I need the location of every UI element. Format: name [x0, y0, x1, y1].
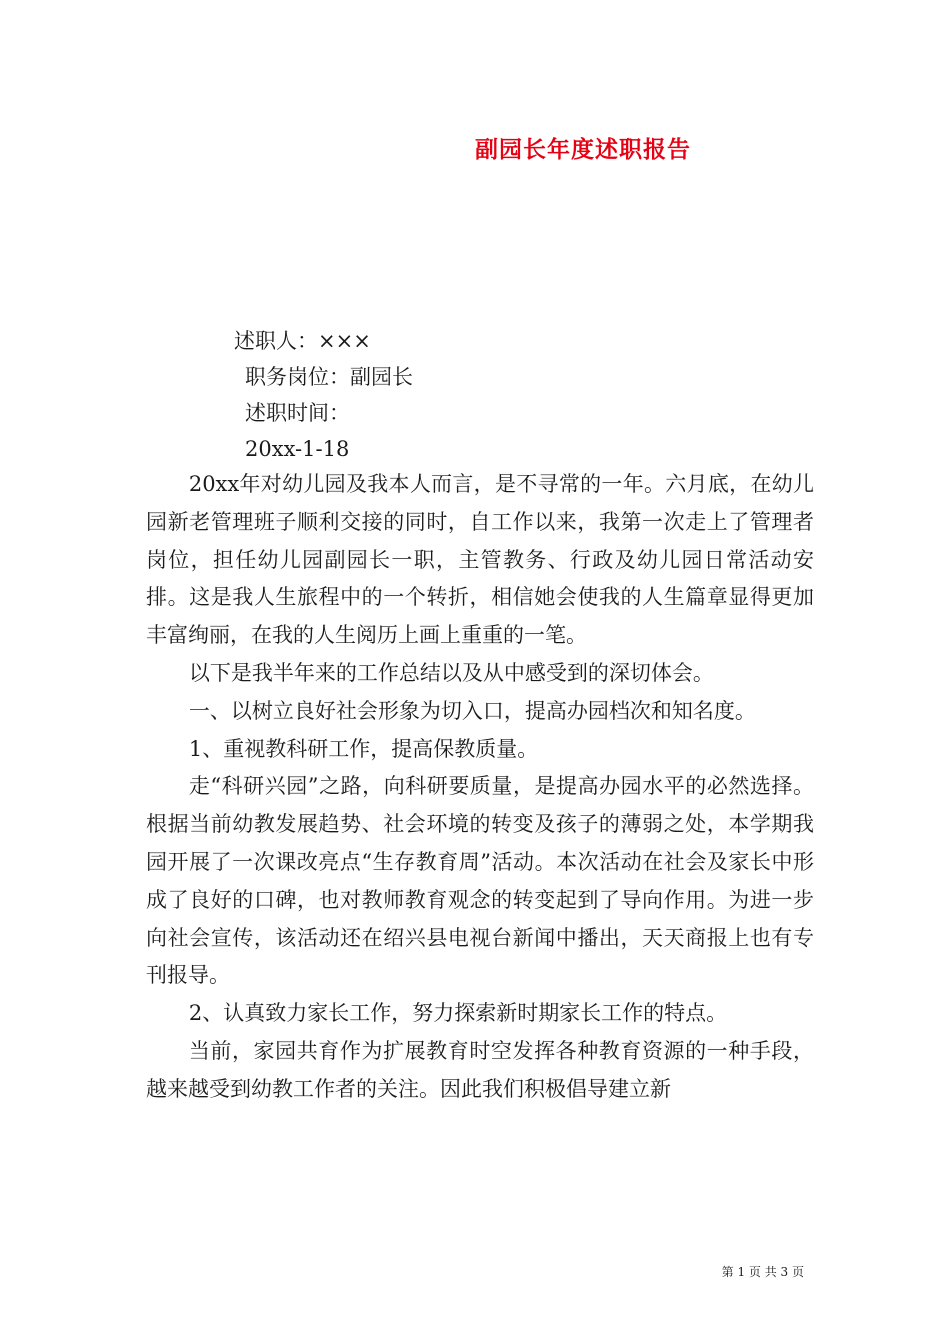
subsection-heading: 2、认真致力家长工作，努力探索新时期家长工作的特点。	[188, 1001, 728, 1026]
paragraph: 走“科研兴园”之路，向科研要质量，是提高办园水平的必然选择。根据当前幼教发展趋势、社会环境的转变及孩子的薄弱之处，本学期我园开展了一次课改亮点“生存教育周”活动。本次活动在社会及家长中形成了良好的口碑，也对教师教育观念的转变起到了导向作用。为进一步向社会宣传，该活动还在绍兴县电视台新闻中播出，天天商报上也有专刊报导。	[146, 774, 814, 988]
paragraph: 20xx年对幼儿园及我本人而言，是不寻常的一年。六月底，在幼儿园新老管理班子顺利交接的同时，自工作以来，我第一次走上了管理者岗位，担任幼儿园副园长一职，主管教务、行政及幼儿园日常活动安排。这是我人生旅程中的一个转折，相信她会使我的人生篇章显得更加丰富绚丽，在我的人生阅历上画上重重的一笔。	[146, 472, 814, 648]
section-heading: 一、以树立良好社会形象为切入口，提高办园档次和知名度。	[188, 698, 756, 723]
subsection-heading: 1、重视教科研工作，提高保教质量。	[188, 736, 539, 761]
position-line: 职务岗位：副园长	[245, 365, 413, 389]
page-footer: 第 1 页 共 3 页	[721, 1265, 804, 1279]
time-label-line: 述职时间：	[245, 401, 350, 425]
paragraph: 以下是我半年来的工作总结以及从中感受到的深切体会。	[188, 660, 714, 685]
paragraph: 当前，家园共育作为扩展教育时空发挥各种教育资源的一种手段，越来越受到幼教工作者的关注。因此我们积极倡导建立新	[146, 1038, 814, 1101]
presenter-line: 述职人：×××	[234, 329, 371, 353]
date-line: 20xx-1-18	[245, 437, 350, 461]
document-title: 副园长年度述职报告	[475, 137, 691, 163]
body-text	[146, 466, 814, 1109]
